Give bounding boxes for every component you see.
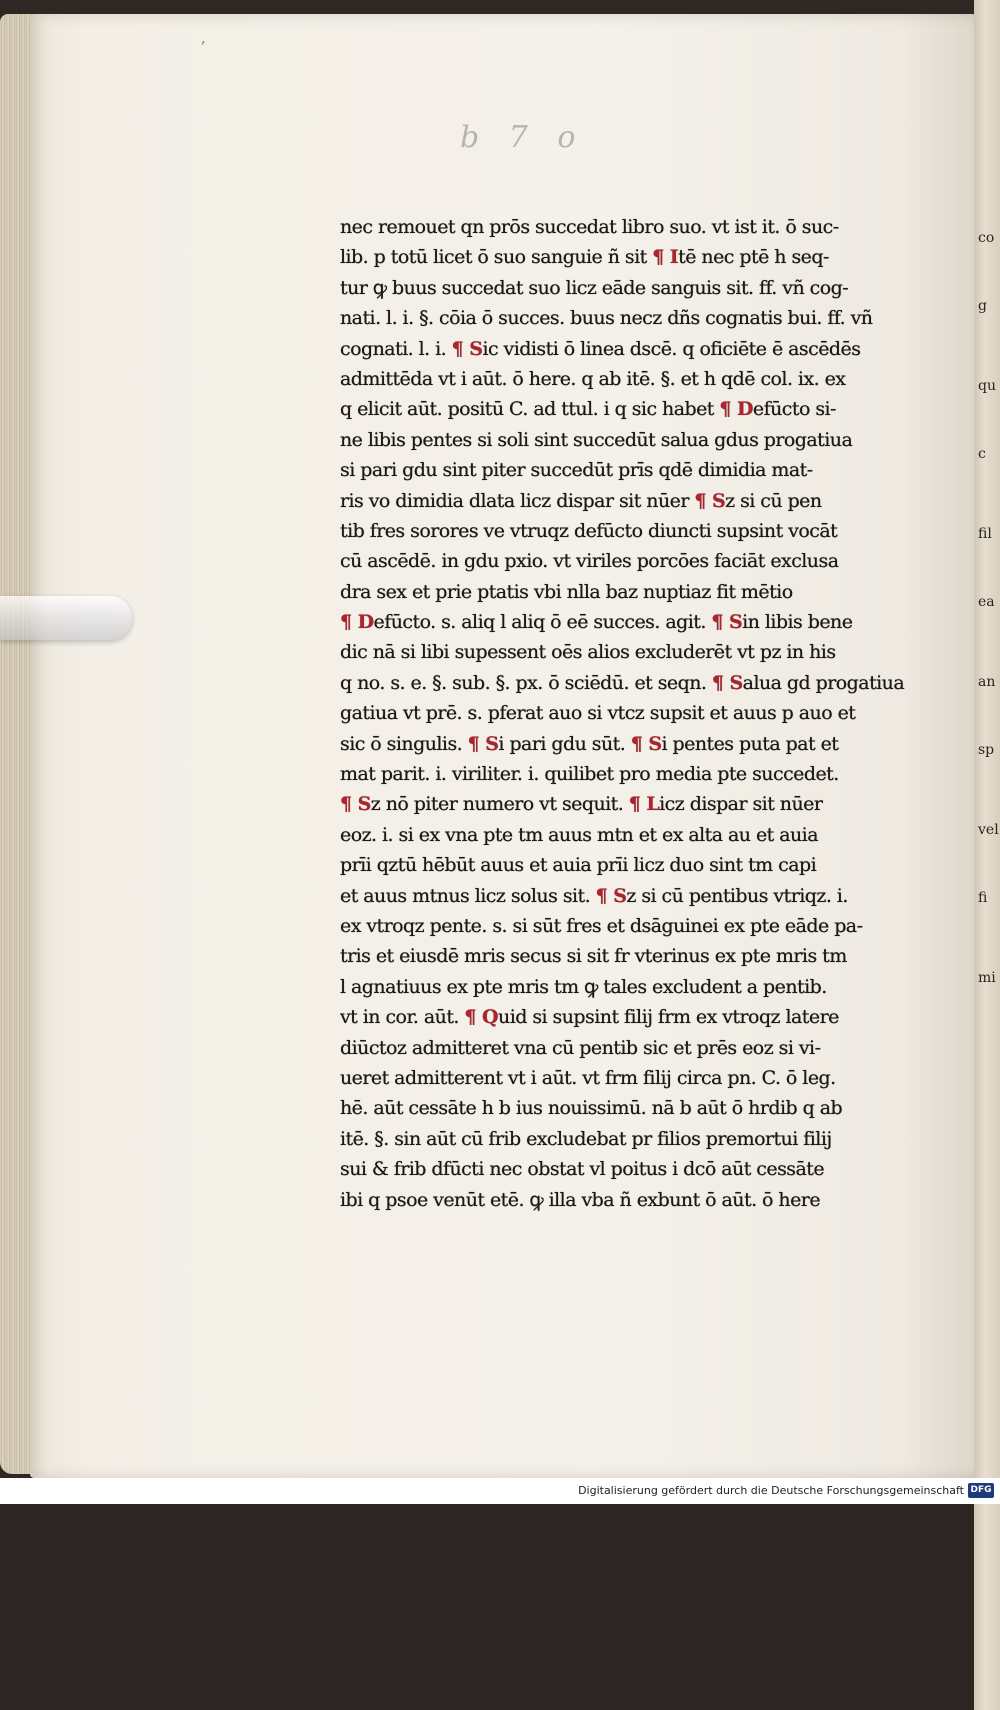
text-line: nec remouet qn prōs succedat libro suo. vt ist it. ō suc- bbox=[340, 212, 940, 242]
rubric-paragraph-mark: ¶ S bbox=[340, 793, 371, 815]
text-line: q no. s. e. §. sub. §. px. ō sciēdū. et seqn. ¶ Salua gd progatiua bbox=[340, 668, 940, 698]
text-line: nati. l. i. §. cōia ō succes. buus necz dñs cognatis bui. ff. vñ bbox=[340, 303, 940, 333]
rubric-paragraph-mark: ¶ S bbox=[712, 672, 743, 694]
text-line: itē. §. sin aūt cū frib excludebat pr filios premortui filij bbox=[340, 1124, 940, 1154]
text-line: et auus mtnus licz solus sit. ¶ Sz si cū pentibus vtriqz. i. bbox=[340, 881, 940, 911]
rubric-paragraph-mark: ¶ D bbox=[340, 611, 374, 633]
text-line: admittēda vt i aūt. ō here. q ab itē. §. et h qdē col. ix. ex bbox=[340, 364, 940, 394]
text-line: vt in cor. aūt. ¶ Quid si supsint filij frm ex vtroqz latere bbox=[340, 1002, 940, 1032]
footer-bar bbox=[0, 1478, 1000, 1504]
facing-page-fragment: c bbox=[978, 446, 1000, 462]
text-line: tur ꝙ buus succedat suo licz eāde sanguis sit. ff. vñ cog- bbox=[340, 273, 940, 303]
text-line: dra sex et prie ptatis vbi nlla baz nuptiaz fit mētio bbox=[340, 577, 940, 607]
page-clip bbox=[0, 596, 132, 640]
text-line: ¶ Defūcto. s. aliq l aliq ō eē succes. agit. ¶ Sin libis bene bbox=[340, 607, 940, 637]
text-line: ueret admitterent vt i aūt. vt frm filij circa pn. C. ō leg. bbox=[340, 1063, 940, 1093]
text-line: ¶ Sz nō piter numero vt sequit. ¶ Licz dispar sit nūer bbox=[340, 789, 940, 819]
rubric-paragraph-mark: ¶ S bbox=[711, 611, 742, 633]
text-line: dic nā si libi supessent oēs alios excluderēt vt pz in his bbox=[340, 637, 940, 667]
text-line: lib. p totū licet ō suo sanguie ñ sit ¶ Itē nec ptē h seq- bbox=[340, 242, 940, 272]
pencil-shelfmark: b 7 o bbox=[460, 120, 585, 155]
text-line: sui & frib dfūcti nec obstat vl poitus i dcō aūt cessāte bbox=[340, 1154, 940, 1184]
corner-mark: ʼ bbox=[200, 38, 205, 57]
rubric-paragraph-mark: ¶ Q bbox=[464, 1006, 498, 1028]
facing-page-fragment: ea bbox=[978, 594, 1000, 610]
facing-page-fragment: vel bbox=[978, 822, 1000, 838]
text-line: mat parit. i. viriliter. i. quilibet pro media pte succedet. bbox=[340, 759, 940, 789]
facing-page-fragment: fi bbox=[978, 890, 1000, 906]
rubric-paragraph-mark: ¶ S bbox=[452, 338, 483, 360]
rubric-paragraph-mark: ¶ S bbox=[468, 733, 499, 755]
facing-page-edge bbox=[974, 0, 1000, 1710]
facing-page-fragment: qu bbox=[978, 378, 1000, 394]
text-line: ris vo dimidia dlata licz dispar sit nūer ¶ Sz si cū pen bbox=[340, 486, 940, 516]
facing-page-fragment: sp bbox=[978, 742, 1000, 758]
text-line: eoz. i. si ex vna pte tm auus mtn et ex alta au et auia bbox=[340, 820, 940, 850]
rubric-paragraph-mark: ¶ S bbox=[631, 733, 662, 755]
text-line: hē. aūt cessāte h b ius nouissimū. nā b aūt ō hrdib q ab bbox=[340, 1093, 940, 1123]
text-line: ne libis pentes si soli sint succedūt salua gdus progatiua bbox=[340, 425, 940, 455]
text-line: sic ō singulis. ¶ Si pari gdu sūt. ¶ Si pentes puta pat et bbox=[340, 729, 940, 759]
text-line: si pari gdu sint piter succedūt prīs qdē dimidia mat- bbox=[340, 455, 940, 485]
rubric-paragraph-mark: ¶ D bbox=[719, 398, 753, 420]
text-line: cū ascēdē. in gdu pxio. vt viriles porcōes faciāt exclusa bbox=[340, 546, 940, 576]
text-line: prīi qztū hēbūt auus et auia prīi licz duo sint tm capi bbox=[340, 850, 940, 880]
text-line: ibi q psoe venūt etē. ꝙ illa vba ñ exbunt ō aūt. ō here bbox=[340, 1185, 940, 1215]
text-line: tib fres sorores ve vtruqz defūcto diuncti supsint vocāt bbox=[340, 516, 940, 546]
rubric-paragraph-mark: ¶ L bbox=[629, 793, 659, 815]
rubric-paragraph-mark: ¶ S bbox=[596, 885, 627, 907]
facing-page-fragment: fil bbox=[978, 526, 1000, 542]
facing-page-fragment: co bbox=[978, 230, 1000, 246]
text-column bbox=[340, 212, 940, 1215]
text-line: ex vtroqz pente. s. si sūt fres et dsāguinei ex pte eāde pa- bbox=[340, 911, 940, 941]
text-line: diūctoz admitteret vna cū pentib sic et prēs eoz si vi- bbox=[340, 1033, 940, 1063]
footer-credit: Digitalisierung gefördert durch die Deutsche Forschungsgemeinschaft bbox=[578, 1484, 964, 1497]
rubric-paragraph-mark: ¶ I bbox=[652, 246, 678, 268]
rubric-paragraph-mark: ¶ S bbox=[694, 490, 725, 512]
facing-page-fragment: g bbox=[978, 298, 1000, 314]
facing-page-fragment: an bbox=[978, 674, 1000, 690]
text-line: l agnatiuus ex pte mris tm ꝙ tales excludent a pentib. bbox=[340, 972, 940, 1002]
text-line: tris et eiusdē mris secus si sit fr vterinus ex pte mris tm bbox=[340, 941, 940, 971]
text-line: q elicit aūt. positū C. ad ttul. i q sic habet ¶ Defūcto si- bbox=[340, 394, 940, 424]
facing-page-fragment: mi bbox=[978, 970, 1000, 986]
text-line: cognati. l. i. ¶ Sic vidisti ō linea dscē. q oficiēte ē ascēdēs bbox=[340, 334, 940, 364]
text-line: gatiua vt prē. s. pferat auo si vtcz supsit et auus p auo et bbox=[340, 698, 940, 728]
dfg-logo-icon: DFG bbox=[968, 1483, 994, 1498]
